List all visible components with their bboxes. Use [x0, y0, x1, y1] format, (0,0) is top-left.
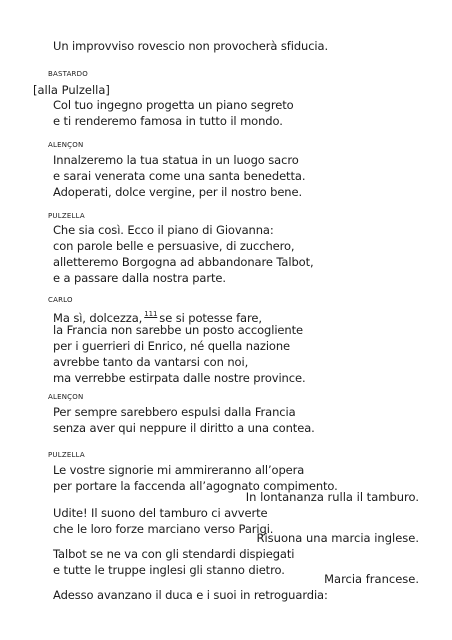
verse-block — [53, 587, 328, 603]
verse-block — [53, 97, 294, 129]
verse-block — [53, 404, 315, 436]
verse-block — [53, 222, 314, 286]
verse-line: Col tuo ingegno progetta un piano segreto — [53, 98, 294, 112]
verse-line: Per sempre sarebbero espulsi dalla Francia — [53, 405, 296, 419]
speaker-name: BASTARDO — [48, 70, 88, 78]
verse-line: Udite! Il suono del tamburo ci avverte — [53, 506, 268, 520]
verse-block — [53, 306, 306, 386]
verse-line: ma verrebbe estirpata dalle nostre province. — [53, 371, 306, 385]
verse-line: avrebbe tanto da vantarsi con noi, — [53, 355, 249, 369]
verse-line: Adoperati, dolce vergine, per il nostro bene. — [53, 185, 303, 199]
speaker-name: PULZELLA — [48, 212, 85, 220]
verse-block — [53, 546, 294, 578]
speaker-name: CARLO — [48, 296, 73, 304]
verse-line — [53, 306, 306, 325]
stage-direction: [alla Pulzella] — [33, 83, 110, 97]
verse-line: con parole belle e persuasive, di zucchero, — [53, 239, 295, 253]
verse-line: e a passare dalla nostra parte. — [53, 271, 226, 285]
verse-line: per portare la faccenda all’agognato compimento. — [53, 479, 338, 493]
speaker-name: ALENÇON — [48, 141, 84, 149]
verse-line: senza aver qui neppure il diritto a una contea. — [53, 421, 315, 435]
speaker-name: ALENÇON — [48, 393, 84, 401]
verse-block — [53, 38, 328, 54]
verse-line: Un improvviso rovescio non provocherà sfiducia. — [53, 39, 329, 53]
verse-line: Le vostre signorie mi ammireranno all’opera — [53, 463, 305, 477]
verse-line: Adesso avanzano il duca e i suoi in retroguardia: — [53, 588, 328, 602]
verse-line: Talbot se ne va con gli stendardi dispiegati — [53, 547, 295, 561]
speaker-name: PULZELLA — [48, 451, 85, 459]
verse-text: Ma sì, dolcezza, — [53, 311, 143, 325]
stage-direction: Marcia francese. — [324, 572, 419, 586]
verse-line: e tutte le truppe inglesi gli stanno dietro. — [53, 563, 285, 577]
verse-line: per i guerrieri di Enrico, né quella nazione — [53, 339, 291, 353]
verse-line: Innalzeremo la tua statua in un luogo sacro — [53, 153, 299, 167]
verse-line: alletteremo Borgogna ad abbandonare Talbot, — [53, 255, 314, 269]
verse-line: e ti renderemo famosa in tutto il mondo. — [53, 114, 283, 128]
stage-direction: Risuona una marcia inglese. — [256, 531, 419, 545]
footnote-link[interactable]: 111 — [144, 310, 158, 318]
verse-line: e sarai venerata come una santa benedetta. — [53, 169, 306, 183]
verse-line: la Francia non sarebbe un posto accogliente — [53, 323, 303, 337]
stage-direction: In lontananza rulla il tamburo. — [245, 490, 419, 504]
verse-line: che le loro forze marciano verso Parigi. — [53, 522, 274, 536]
verse-line: Che sia così. Ecco il piano di Giovanna: — [53, 223, 274, 237]
verse-block — [53, 505, 273, 537]
verse-block — [53, 152, 305, 200]
verse-text: se si potesse fare, — [159, 311, 262, 325]
